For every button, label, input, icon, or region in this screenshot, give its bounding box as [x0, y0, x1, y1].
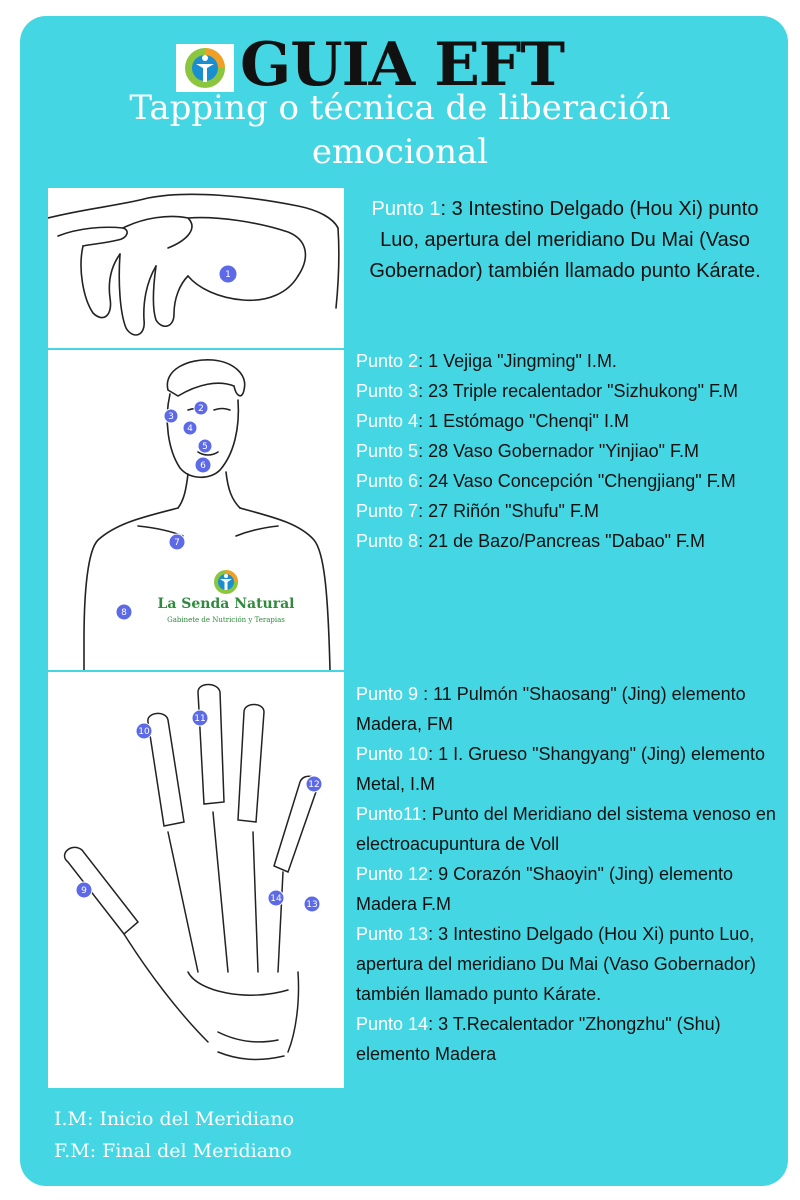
legend-fm: F.M: Final del Meridiano	[54, 1140, 292, 1162]
svg-text:6: 6	[200, 461, 206, 471]
point-text: : 3 T.Recalentador "Zhongzhu" (Shu) elemento Madera	[356, 1014, 721, 1064]
point-1-description	[350, 194, 780, 287]
point-label: Punto 14	[356, 1014, 429, 1034]
point-7-description	[356, 496, 786, 526]
hand-side-illustration	[48, 188, 344, 348]
svg-text:9: 9	[81, 886, 87, 896]
point-13-description	[356, 919, 786, 1009]
point-label: Punto 10	[356, 744, 429, 764]
point-4-description	[356, 406, 786, 436]
point-text: : 27 Riñón "Shufu" F.M	[418, 501, 599, 521]
point-12-description	[356, 859, 786, 919]
point-label: Punto 9	[356, 684, 419, 704]
point-text: : 3 Intestino Delgado (Hou Xi) punto Luo, apertura del meridiano Du Mai (Vaso Gobernador) también llamado punto Kárate.	[369, 198, 761, 282]
point-label: Punto 4	[356, 411, 419, 431]
marker-5	[198, 439, 212, 453]
marker-3	[164, 409, 178, 423]
brand-name: La Senda Natural	[157, 596, 295, 612]
point-text: : 11 Pulmón "Shaosang" (Jing) elemento Madera, FM	[356, 684, 746, 734]
point-10-description	[356, 739, 786, 799]
point-8-description	[356, 526, 786, 556]
svg-text:12: 12	[308, 780, 320, 790]
point-label: Punto 13	[356, 924, 429, 944]
marker-2	[194, 401, 208, 415]
point-11-description	[356, 799, 786, 859]
point-text: : 24 Vaso Concepción "Chengjiang" F.M	[418, 471, 736, 491]
point-6-description	[356, 466, 786, 496]
marker-7	[169, 534, 185, 550]
point-label: Punto 3	[356, 381, 419, 401]
point-text: : 3 Intestino Delgado (Hou Xi) punto Luo, apertura del meridiano Du Mai (Vaso Gobernador) también llamado punto Kárate.	[356, 924, 756, 1004]
point-5-description	[356, 436, 786, 466]
point-2-description	[356, 346, 786, 376]
hand-skeleton-illustration	[48, 672, 344, 1088]
point-label: Punto 7	[356, 501, 419, 521]
marker-11	[192, 710, 208, 726]
svg-text:11: 11	[194, 714, 206, 724]
marker-9	[76, 882, 92, 898]
points-9-14-list	[356, 679, 786, 1069]
svg-text:10: 10	[138, 727, 150, 737]
point-label: Punto 12	[356, 864, 429, 884]
svg-text:1: 1	[225, 270, 231, 280]
svg-text:8: 8	[121, 608, 127, 618]
point-label: Punto 1	[371, 198, 441, 220]
point-label: Punto 5	[356, 441, 419, 461]
point-text: : 1 Estómago "Chenqi" I.M	[418, 411, 629, 431]
page-title: GUIA EFT	[240, 30, 565, 100]
point-label: Punto 2	[356, 351, 419, 371]
point-label: Punto11	[356, 804, 422, 824]
svg-text:7: 7	[174, 538, 180, 548]
legend-im: I.M: Inicio del Meridiano	[54, 1108, 295, 1130]
brand-logo	[152, 566, 300, 638]
logo	[176, 44, 234, 92]
svg-text:5: 5	[202, 442, 208, 452]
marker-6	[195, 457, 211, 473]
point-3-description	[356, 376, 786, 406]
point-text: : 28 Vaso Gobernador "Yinjiao" F.M	[418, 441, 699, 461]
svg-text:3: 3	[168, 412, 174, 422]
marker-12	[306, 776, 322, 792]
point-14-description	[356, 1009, 786, 1069]
marker-4	[183, 421, 197, 435]
point-label: Punto 8	[356, 531, 419, 551]
point-text: : 1 Vejiga "Jingming" I.M.	[418, 351, 617, 371]
svg-text:14: 14	[270, 894, 282, 904]
point-text: : Punto del Meridiano del sistema venoso en electroacupuntura de Voll	[356, 804, 776, 854]
marker-1	[219, 265, 237, 283]
point-text: : 21 de Bazo/Pancreas "Dabao" F.M	[418, 531, 705, 551]
svg-text:2: 2	[198, 404, 204, 414]
point-label: Punto 6	[356, 471, 419, 491]
points-2-8-list	[356, 346, 786, 556]
svg-text:4: 4	[187, 424, 193, 434]
brand-tagline: Gabinete de Nutrición y Terapias	[167, 616, 285, 624]
marker-8	[116, 604, 132, 620]
page-subtitle: Tapping o técnica de liberación emocional	[129, 88, 671, 172]
point-text: : 1 I. Grueso "Shangyang" (Jing) elemento Metal, I.M	[356, 744, 766, 794]
point-text: : 9 Corazón "Shaoyin" (Jing) elemento Madera F.M	[356, 864, 733, 914]
point-text: : 23 Triple recalentador "Sizhukong" F.M	[418, 381, 739, 401]
point-9-description	[356, 679, 786, 739]
svg-text:13: 13	[306, 900, 318, 910]
marker-10	[136, 723, 152, 739]
marker-13	[304, 896, 320, 912]
marker-14	[268, 890, 284, 906]
